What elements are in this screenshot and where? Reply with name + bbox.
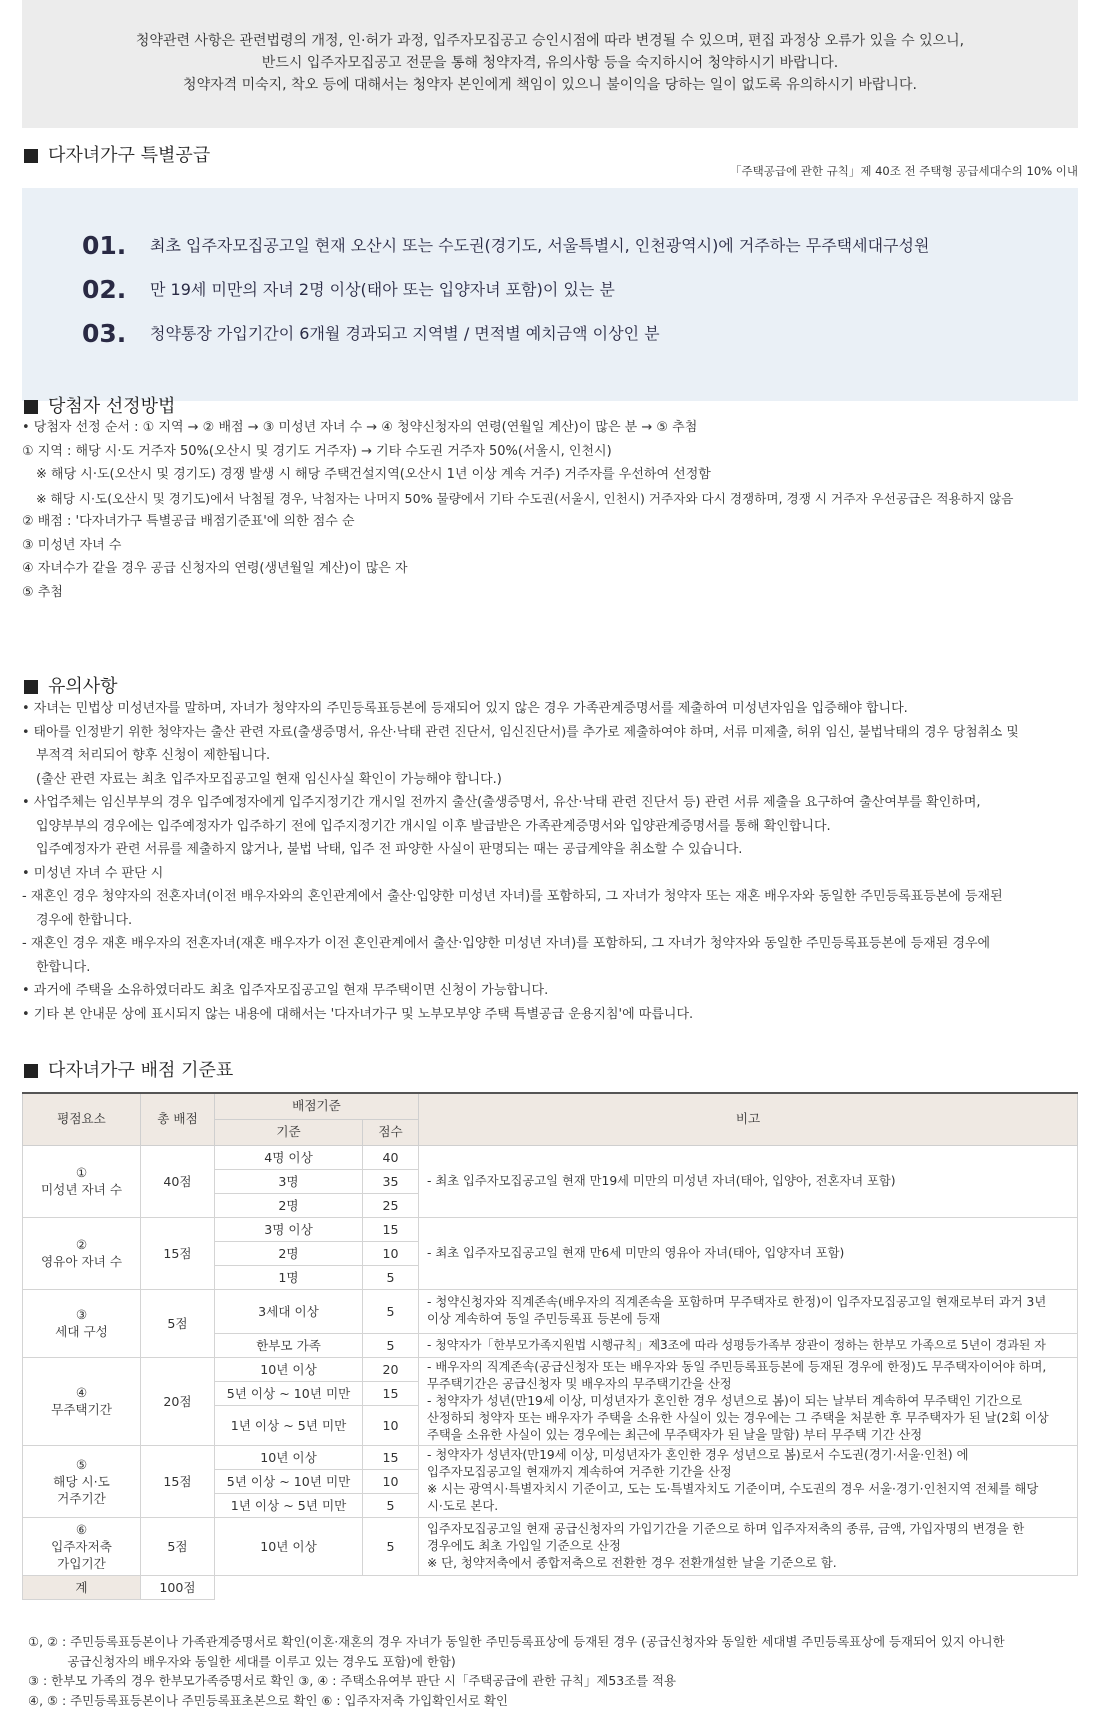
- list-item: • 기타 본 안내문 상에 표시되지 않는 내용에 대해서는 '다자녀가구 및 노부모부양 주택 특별공급 운용지침'에 따릅니다.: [22, 1006, 694, 1022]
- score-table: [22, 1092, 1078, 1600]
- list-item: • 당첨자 선정 순서 : ① 지역 → ② 배점 → ③ 미성년 자녀 수 → ④ 청약신청자의 연령(연월일 계산)이 많은 분 → ⑤ 추첨: [22, 420, 698, 435]
- list-item: ② 배점 : '다자녀가구 특별공급 배점기준표'에 의한 점수 순: [22, 514, 355, 529]
- list-item: 한합니다.: [36, 959, 91, 975]
- list-item: ⑤ 추첨: [22, 584, 63, 600]
- table-row: [23, 1445, 1078, 1469]
- section-title-selection: 당첨자 선정방법: [24, 393, 175, 421]
- square-bullet-icon: [24, 400, 38, 414]
- list-item: • 과거에 주택을 소유하였더라도 최초 입주자모집공고일 현재 무주택이면 신청이 가능합니다.: [22, 983, 549, 998]
- table-row: [23, 1357, 1078, 1381]
- points-cell: 5: [363, 1493, 419, 1517]
- criteria-cell: 1년 이상 ~ 5년 미만: [215, 1493, 363, 1517]
- points-cell: 25: [363, 1193, 419, 1217]
- total-cell: 40점: [141, 1145, 215, 1217]
- notice-line: 청약관련 사항은 관련법령의 개정, 인·허가 과정, 입주자모집공고 승인시점에 따라 변경될 수 있으며, 편집 과정상 오류가 있을 수 있으니,: [135, 33, 965, 49]
- remark-cell: - 청약신청자와 직계존속(배우자의 직계존속을 포함하며 무주택자로 한정)이 입주자모집공고일 현재로부터 과거 3년 이상 계속하여 동일 주민등록표 등본에 등재: [419, 1289, 1078, 1333]
- table-row: [23, 1145, 1078, 1169]
- header-criteria-group: 배점기준: [215, 1093, 419, 1119]
- sum-value: 100점: [141, 1575, 215, 1599]
- condition-text: 청약통장 가입기간이 6개월 경과되고 지역별 / 면적별 예치금액 이상인 분: [150, 323, 660, 343]
- condition-text: 최초 입주자모집공고일 현재 오산시 또는 수도권(경기도, 서울특별시, 인천광역시)에 거주하는 무주택세대구성원: [150, 235, 930, 255]
- criteria-cell: 한부모 가족: [215, 1333, 363, 1357]
- condition-item: [82, 268, 1078, 312]
- condition-text: 만 19세 미만의 자녀 2명 이상(태아 또는 입양자녀 포함)이 있는 분: [150, 279, 615, 299]
- factor-cell: ④ 무주택기간: [23, 1357, 141, 1445]
- list-item: 입양부부의 경우에는 입주예정자가 입주하기 전에 입주지정기간 개시일 이후 발급받은 가족관계증명서와 입양관계증명서를 통해 확인합니다.: [36, 818, 831, 834]
- points-cell: 35: [363, 1169, 419, 1193]
- condition-number: 02.: [82, 274, 127, 304]
- list-item: • 자녀는 민법상 미성년자를 말하며, 자녀가 청약자의 주민등록표등본에 등재되어 있지 않은 경우 가족관계증명서를 제출하여 미성년자임을 입증해야 합니다.: [22, 701, 908, 716]
- list-item: ① 지역 : 해당 시·도 거주자 50%(오산시 및 경기도 거주자) → 기타 수도권 거주자 50%(서울시, 인천시): [22, 443, 612, 459]
- points-cell: 10: [363, 1469, 419, 1493]
- condition-number: 01.: [82, 230, 127, 260]
- criteria-cell: 10년 이상: [215, 1357, 363, 1381]
- header-total: 총 배점: [141, 1093, 215, 1145]
- points-cell: 15: [363, 1381, 419, 1405]
- points-cell: 20: [363, 1357, 419, 1381]
- remark-cell: - 청약자가 성년자(만19세 이상, 미성년자가 혼인한 경우 성년으로 봄)로서 수도권(경기·서울·인천) 에 입주자모집공고일 현재까지 계속하여 거주한 기간을 산정 ※ 시는 광역시·특별자치시 기준이고, 도는 도·특별자치도 기준이며, 수도권의 경우 서울·경기·인천지역 전체를 해당 시·도로 본다.: [419, 1445, 1078, 1517]
- footnote-line: ③ : 한부모 가족의 경우 한부모가족증명서로 확인 ③, ④ : 주택소유여부 판단 시「주택공급에 관한 규칙」제53조를 적용: [28, 1673, 676, 1688]
- points-cell: 15: [363, 1445, 419, 1469]
- list-item: - 재혼인 경우 재혼 배우자의 전혼자녀(재혼 배우자가 이전 혼인관계에서 출산·입양한 미성년 자녀)를 포함하되, 그 자녀가 청약자와 동일한 주민등록표등본에 등재된 경우에: [22, 936, 991, 951]
- list-item: • 태아를 인정받기 위한 청약자는 출산 관련 자료(출생증명서, 유산·낙태 관련 진단서, 임신진단서)를 추가로 제출하여야 하며, 서류 미제출, 허위 임신, 불법낙태의 경우 당첨취소 및: [22, 724, 1019, 740]
- criteria-cell: 2명: [215, 1193, 363, 1217]
- footnote-line: ④, ⑤ : 주민등록표등본이나 주민등록표초본으로 확인 ⑥ : 입주자저축 가입확인서로 확인: [28, 1692, 508, 1708]
- factor-cell: ⑤ 해당 시·도 거주기간: [23, 1445, 141, 1517]
- list-item: 경우에 한합니다.: [36, 912, 133, 928]
- criteria-cell: 4명 이상: [215, 1145, 363, 1169]
- points-cell: 5: [363, 1265, 419, 1289]
- factor-cell: ② 영유아 자녀 수: [23, 1217, 141, 1289]
- remark-cell: - 청약자가「한부모가족지원법 시행규칙」제3조에 따라 성평등가족부 장관이 정하는 한부모 가족으로 5년이 경과된 자: [419, 1333, 1078, 1357]
- list-item: (출산 관련 자료는 최초 입주자모집공고일 현재 임신사실 확인이 가능해야 합니다.): [36, 771, 502, 787]
- header-factor: 평점요소: [23, 1093, 141, 1145]
- remark-cell: 입주자모집공고일 현재 공급신청자의 가입기간을 기준으로 하며 입주자저축의 종류, 금액, 가입자명의 변경을 한 경우에도 최초 가입일 기준으로 산정 ※ 단, 청약저축에서 종합저축으로 전환한 경우 전환개설한 날을 기준으로 함.: [419, 1517, 1078, 1575]
- remark-cell: - 배우자의 직계존속(공급신청자 또는 배우자와 동일 주민등록표등본에 등재된 경우에 한정)도 무주택자이어야 하며, 무주택기간은 공급신청자 및 배우자의 무주택기간을 산정 - 청약자가 성년(만19세 이상, 미성년자가 혼인한 경우 성년으로 봄)이 되는 날부터 계속하여 무주택인 기간으로 산정하되 청약자 또는 배우자가 주택을 소유한 사실이 있는 경우에는 그 주택을 처분한 후 무주택자가 된 날(2회 이상 주택을 소유한 사실이 있는 경우에는 최근에 무주택자가 된 날을 말함) 부터 무주택 기간 산정: [419, 1357, 1078, 1445]
- total-cell: 20점: [141, 1357, 215, 1445]
- law-note: 「주택공급에 관한 규칙」제 40조 전 주택형 공급세대수의 10% 이내: [730, 164, 1078, 178]
- list-item: 부적격 처리되어 향후 신청이 제한됩니다.: [36, 748, 271, 763]
- list-item: ※ 해당 시·도(오산시 및 경기도)에서 낙첨될 경우, 낙첨자는 나머지 50% 물량에서 기타 수도권(서울시, 인천시) 거주자와 다시 경쟁하며, 경쟁 시 거주자 우선공급은 적용하지 않음: [36, 490, 1014, 506]
- remark-cell: - 최초 입주자모집공고일 현재 만19세 미만의 미성년 자녀(태아, 입양아, 전혼자녀 포함): [419, 1145, 1078, 1217]
- condition-item: [82, 312, 1078, 356]
- footnote-line: ①, ② : 주민등록표등본이나 가족관계증명서로 확인(이혼·재혼의 경우 자녀가 동일한 주민등록표상에 등재된 경우 (공급신청자와 동일한 세대별 주민등록표상에 등재되어 있지 아니한: [28, 1634, 1005, 1649]
- points-cell: 5: [363, 1289, 419, 1333]
- criteria-cell: 3세대 이상: [215, 1289, 363, 1333]
- criteria-cell: 10년 이상: [215, 1517, 363, 1575]
- header-criteria: 기준: [215, 1119, 363, 1145]
- points-cell: 15: [363, 1217, 419, 1241]
- list-item: 입주예정자가 관련 서류를 제출하지 않거나, 불법 낙태, 입주 전 파양한 사실이 판명되는 때는 공급계약을 취소할 수 있습니다.: [36, 842, 743, 857]
- points-cell: 5: [363, 1517, 419, 1575]
- notice-line: 반드시 입주자모집공고 전문을 통해 청약자격, 유의사항 등을 숙지하시어 청약하시기 바랍니다.: [261, 55, 839, 71]
- total-cell: 5점: [141, 1517, 215, 1575]
- table-row: [23, 1517, 1078, 1575]
- points-cell: 40: [363, 1145, 419, 1169]
- square-bullet-icon: [24, 1064, 38, 1078]
- table-row: [23, 1289, 1078, 1333]
- criteria-cell: 3명: [215, 1169, 363, 1193]
- list-item: ※ 해당 시·도(오산시 및 경기도) 경쟁 발생 시 해당 주택건설지역(오산시 1년 이상 계속 거주) 거주자를 우선하여 선정함: [36, 467, 711, 482]
- conditions-box: [22, 188, 1078, 401]
- section-title-special: 다자녀가구 특별공급: [24, 142, 210, 170]
- points-cell: 10: [363, 1405, 419, 1445]
- total-cell: 15점: [141, 1217, 215, 1289]
- footnotes: [28, 1632, 1005, 1710]
- header-remark: 비고: [419, 1093, 1078, 1145]
- factor-cell: ⑥ 입주자저축 가입기간: [23, 1517, 141, 1575]
- condition-item: [82, 224, 1078, 268]
- criteria-cell: 3명 이상: [215, 1217, 363, 1241]
- factor-cell: ③ 세대 구성: [23, 1289, 141, 1357]
- remark-cell: - 최초 입주자모집공고일 현재 만6세 미만의 영유아 자녀(태아, 입양자녀 포함): [419, 1217, 1078, 1289]
- square-bullet-icon: [24, 149, 38, 163]
- header-points: 점수: [363, 1119, 419, 1145]
- notice-line: 청약자격 미숙지, 착오 등에 대해서는 청약자 본인에게 책임이 있으니 불이익을 당하는 일이 없도록 유의하시기 바랍니다.: [183, 77, 917, 93]
- list-item: - 재혼인 경우 청약자의 전혼자녀(이전 배우자와의 혼인관계에서 출산·입양한 미성년 자녀)를 포함하되, 그 자녀가 청약자 또는 재혼 배우자와 동일한 주민등록표등본에 등재된: [22, 889, 1003, 904]
- section-title-caution: 유의사항: [24, 673, 118, 701]
- criteria-cell: 5년 이상 ~ 10년 미만: [215, 1469, 363, 1493]
- total-cell: 5점: [141, 1289, 215, 1357]
- square-bullet-icon: [24, 680, 38, 694]
- section-title-score: 다자녀가구 배점 기준표: [24, 1057, 233, 1085]
- points-cell: 5: [363, 1333, 419, 1357]
- points-cell: 10: [363, 1241, 419, 1265]
- criteria-cell: 2명: [215, 1241, 363, 1265]
- list-item: • 사업주체는 임신부부의 경우 입주예정자에게 입주지정기간 개시일 전까지 출산(출생증명서, 유산·낙태 관련 진단서 등) 관련 서류 제출을 요구하여 출산여부를 확인하며,: [22, 795, 981, 810]
- criteria-cell: 5년 이상 ~ 10년 미만: [215, 1381, 363, 1405]
- criteria-cell: 1명: [215, 1265, 363, 1289]
- list-item: • 미성년 자녀 수 판단 시: [22, 865, 164, 881]
- total-cell: 15점: [141, 1445, 215, 1517]
- selection-list: [22, 416, 1092, 604]
- condition-number: 03.: [82, 318, 127, 348]
- sum-label: 계: [23, 1575, 141, 1599]
- criteria-cell: 1년 이상 ~ 5년 미만: [215, 1405, 363, 1445]
- footnote-line: 공급신청자의 배우자와 동일한 세대를 이루고 있는 경우도 포함)에 한함): [28, 1653, 456, 1669]
- table-row-total: [23, 1575, 1078, 1599]
- notice-box: [22, 0, 1078, 128]
- caution-list: [22, 697, 1092, 1026]
- criteria-cell: 10년 이상: [215, 1445, 363, 1469]
- factor-cell: ① 미성년 자녀 수: [23, 1145, 141, 1217]
- list-item: ④ 자녀수가 같을 경우 공급 신청자의 연령(생년월일 계산)이 많은 자: [22, 561, 408, 576]
- table-row: [23, 1217, 1078, 1241]
- list-item: ③ 미성년 자녀 수: [22, 537, 122, 553]
